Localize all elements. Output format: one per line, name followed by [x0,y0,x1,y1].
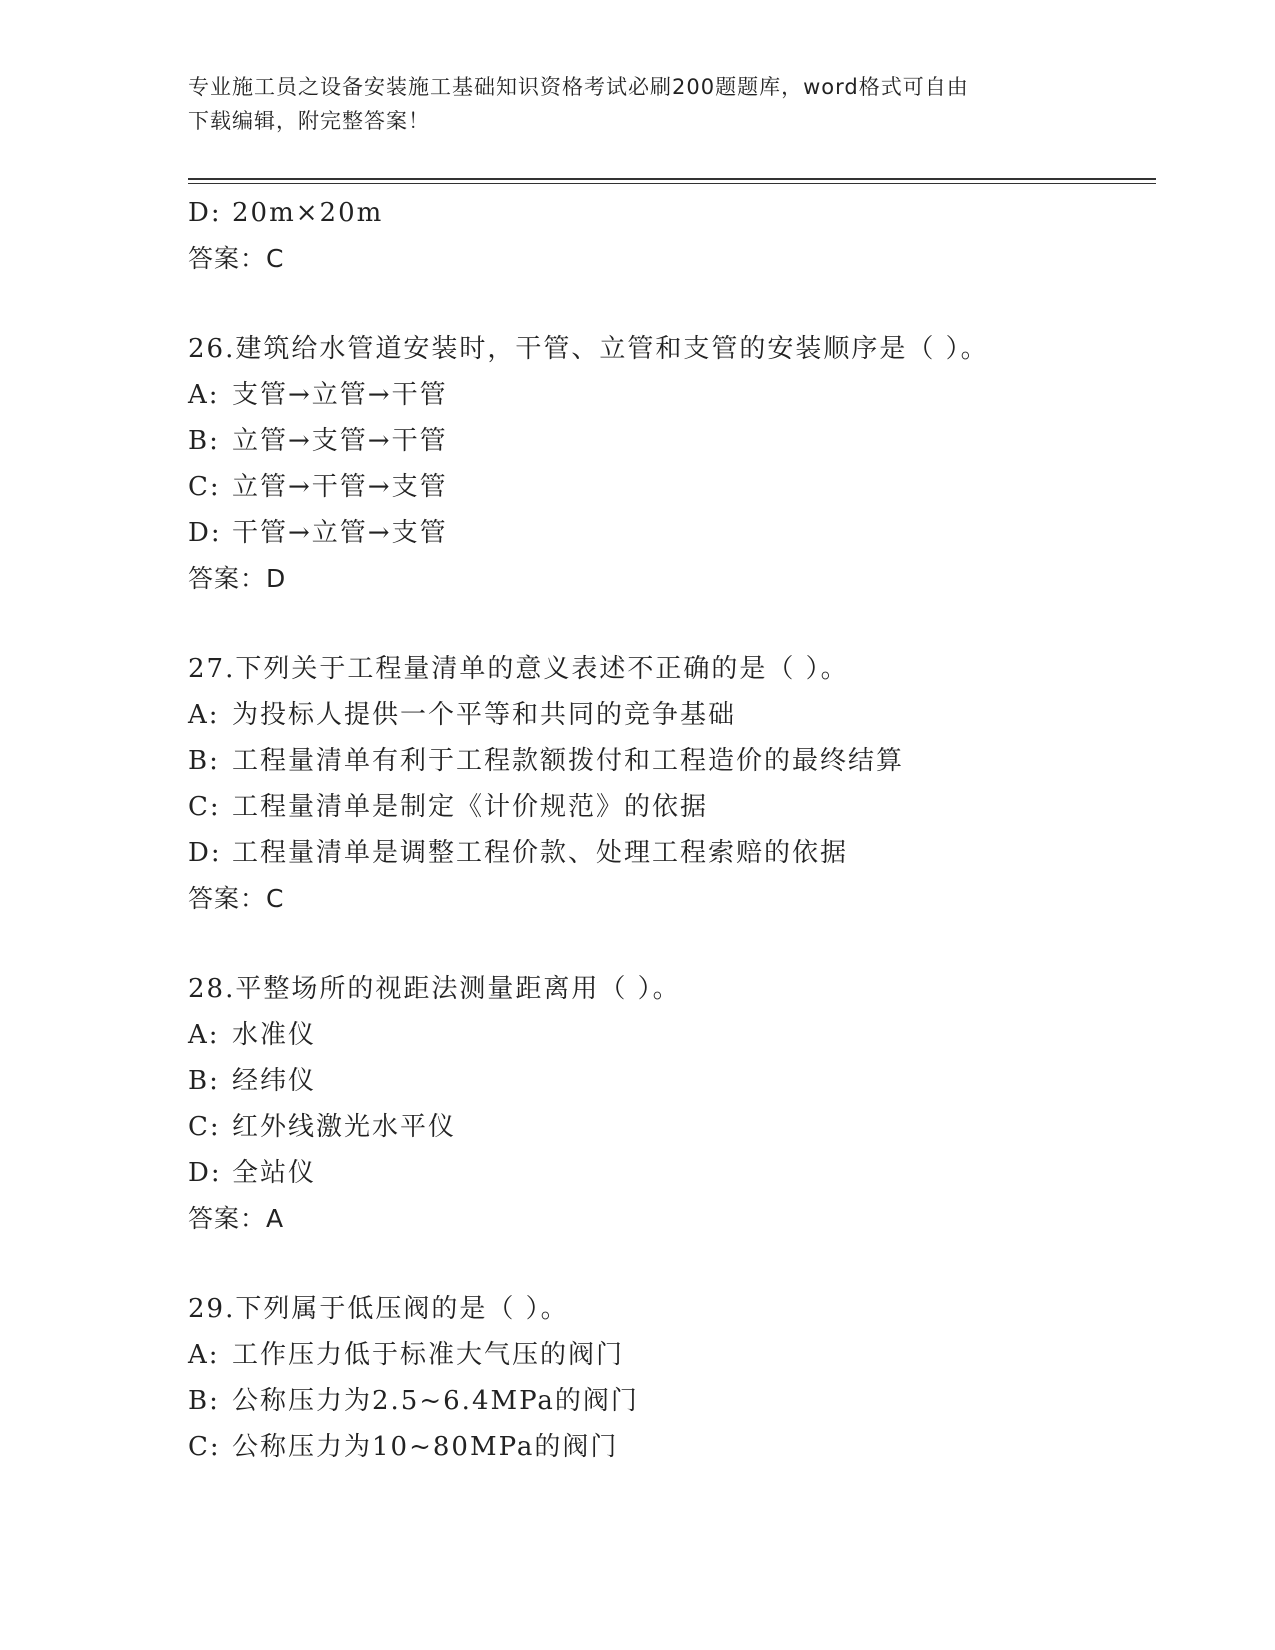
option-text: 20m×20m [232,198,384,228]
answer-line: 答案：D [188,564,287,593]
option-label: A: [188,1340,220,1370]
question-stem: 29.下列属于低压阀的是（ ）。 [188,1294,569,1324]
option-text: 全站仪 [232,1158,317,1188]
question-stem: 27.下列关于工程量清单的意义表述不正确的是（ ）。 [188,654,849,684]
option-c-line [188,1424,1148,1470]
option-label: C: [188,792,221,822]
option-label: D: [188,198,222,228]
question-stem: 26.建筑给水管道安装时，干管、立管和支管的安装顺序是（ ）。 [188,334,989,364]
option-text: 支管→立管→干管 [232,380,448,410]
option-text: 工程量清单是制定《计价规范》的依据 [232,792,709,822]
header-rule-thin [188,183,1156,184]
option-text: 为投标人提供一个平等和共同的竞争基础 [232,700,737,730]
option-a-line [188,372,1148,418]
question-stem: 28.平整场所的视距法测量距离用（ ）。 [188,974,681,1004]
option-d-line [188,190,1148,236]
option-text: 立管→干管→支管 [232,472,448,502]
option-label: D: [188,838,222,868]
option-label: C: [188,472,221,502]
option-d-line [188,830,1148,876]
option-a-line [188,1332,1148,1378]
header-line-1: 专业施工员之设备安装施工基础知识资格考试必刷200题题库，word格式可自由 [188,75,969,99]
answer-line: 答案：C [188,244,285,273]
option-c-line [188,784,1148,830]
option-b-line [188,738,1148,784]
option-c-line [188,464,1148,510]
option-b-line [188,1378,1148,1424]
option-text: 工程量清单是调整工程价款、处理工程索赔的依据 [232,838,849,868]
option-text: 干管→立管→支管 [232,518,448,548]
header-rule-thick [188,178,1156,180]
option-label: B: [188,426,220,456]
header-line-2: 下载编辑，附完整答案！ [188,109,430,133]
option-b-line [188,418,1148,464]
option-text: 水准仪 [232,1020,317,1050]
document-header [188,70,1068,138]
option-text: 红外线激光水平仪 [232,1112,457,1142]
spacer [188,1242,1148,1286]
option-label: A: [188,1020,220,1050]
spacer [188,602,1148,646]
option-label: D: [188,518,222,548]
option-d-line [188,1150,1148,1196]
document-content [188,190,1148,1470]
option-text: 工程量清单有利于工程款额拨付和工程造价的最终结算 [232,746,905,776]
option-label: A: [188,700,220,730]
option-text: 公称压力为2.5~6.4MPa的阀门 [232,1386,639,1416]
option-a-line [188,692,1148,738]
option-label: B: [188,1386,220,1416]
option-text: 立管→支管→干管 [232,426,448,456]
option-label: A: [188,380,220,410]
option-label: B: [188,746,220,776]
option-text: 经纬仪 [232,1066,317,1096]
option-text: 公称压力为10~80MPa的阀门 [232,1432,619,1462]
spacer [188,282,1148,326]
option-b-line [188,1058,1148,1104]
spacer [188,922,1148,966]
option-label: B: [188,1066,220,1096]
answer-line: 答案：A [188,1204,285,1233]
option-d-line [188,510,1148,556]
option-a-line [188,1012,1148,1058]
answer-line: 答案：C [188,884,285,913]
option-c-line [188,1104,1148,1150]
option-text: 工作压力低于标准大气压的阀门 [232,1340,625,1370]
option-label: D: [188,1158,222,1188]
option-label: C: [188,1112,221,1142]
option-label: C: [188,1432,221,1462]
